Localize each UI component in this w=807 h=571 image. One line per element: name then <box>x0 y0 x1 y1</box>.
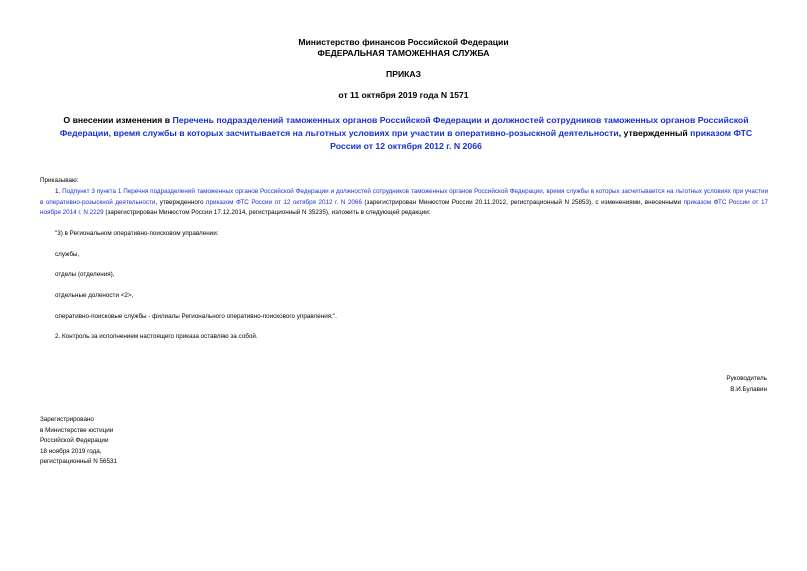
signature-name: В.И.Булавин <box>730 386 767 393</box>
quote-line: оперативно-поисковые службы - филиалы Регионального оперативно-поискового управления;". <box>55 313 337 320</box>
paragraph-1-text-3: (зарегистрирован Минюстом России 20.11.2012, регистрационный N 25853), с изменениями, внесенными <box>361 198 684 206</box>
registration-line: регистрационный N 56531 <box>40 458 118 465</box>
quote-line: службы, <box>55 251 80 258</box>
registration-line: Российской Федерации <box>40 437 109 444</box>
registration-block <box>40 415 117 468</box>
paragraph-1-link-order-2066[interactable]: приказом ФТС России от 12 октября 2012 г. N 2066 <box>206 198 362 206</box>
registration-line: Зарегистрировано <box>40 416 94 423</box>
paragraph-1-link-subpoint[interactable]: Подпункт 3 пункта 1 <box>62 188 122 195</box>
service-heading: ФЕДЕРАЛЬНАЯ ТАМОЖЕННАЯ СЛУЖБА <box>317 48 490 58</box>
quote-line: отдельные долености <2>, <box>55 292 134 299</box>
paragraph-1-link-order-2229[interactable]: приказом ФТС России от 17 ноября 2014 г. N 2229 <box>40 198 768 217</box>
paragraph-1-number: 1. <box>55 188 63 195</box>
paragraph-1-link-list[interactable]: Перечня подразделений таможенных органов Российской Федерации и должностей сотрудников таможенных органов Российской Федерации, время службы в которых засчитывается на льготных условиях при участии в оперативно-розыскной деятельности <box>40 188 768 206</box>
doc-type-heading: ПРИКАЗ <box>386 69 421 79</box>
registration-line: в Министерстве юстиции <box>40 426 114 434</box>
signature-title: Руководитель <box>726 375 767 382</box>
quote-line: отделы (отделения), <box>55 271 115 278</box>
paragraph-1-text-2: , утвержденного <box>155 198 207 206</box>
title-link-order[interactable]: приказом ФТС России от 12 октября 2012 г. N 2066 <box>330 128 753 151</box>
quote-line: "3) в Региональном оперативно-поисковом управлении: <box>55 230 219 237</box>
date-number-heading: от 11 октября 2019 года N 1571 <box>338 90 469 100</box>
ministry-heading: Министерство финансов Российской Федерации <box>298 37 509 47</box>
order-word: Приказываю: <box>40 177 79 184</box>
title-middle: , утвержденный <box>618 128 691 138</box>
title-link-list[interactable]: Перечень подразделений таможенных органов Российской Федерации и должностей сотрудников таможенных органов Российской Федерации, время службы в которых засчитывается на льготных условиях при участии в оперативно-розыскной деятельности <box>59 115 749 138</box>
paragraph-2: 2. Контроль за исполнением настоящего приказа оставляю за собой. <box>55 333 258 340</box>
paragraph-1 <box>40 187 768 219</box>
registration-line: 18 ноября 2019 года, <box>40 447 102 455</box>
title-prefix: О внесении изменения в <box>63 115 173 125</box>
document-title <box>44 114 768 153</box>
paragraph-1-text-4: (зарегистрирован Минюстом России 17.12.2014, регистрационный N 35235), изложить в следующей редакции: <box>103 209 431 217</box>
